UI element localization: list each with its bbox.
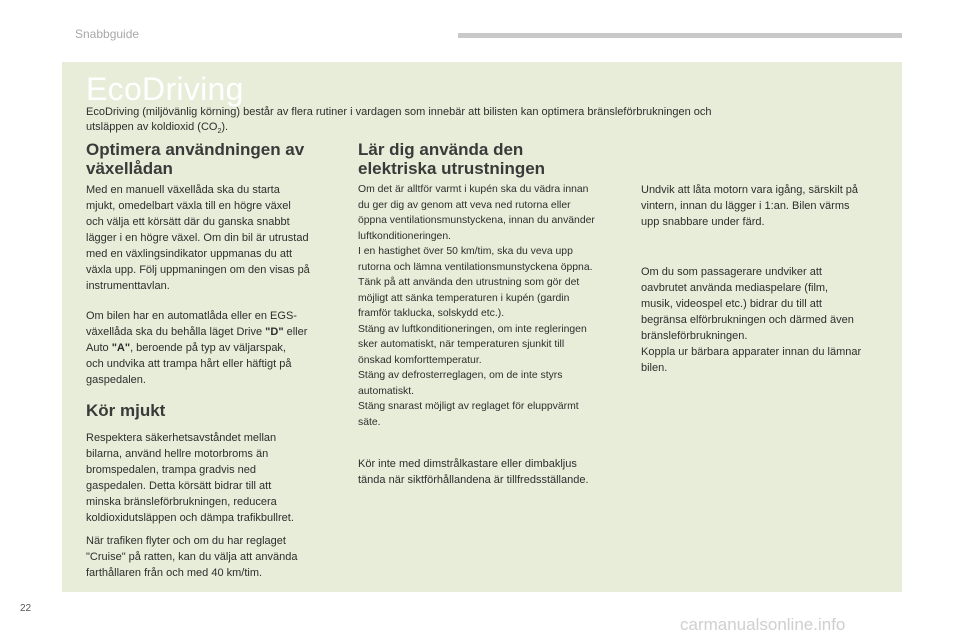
text-line: och välja ett körsätt där du ganska snabbt	[86, 216, 290, 228]
text-line: gaspedalen.	[86, 374, 146, 386]
text-line: Respektera säkerhetsavståndet mellan	[86, 432, 277, 444]
text-line: sker automatiskt, när temperaturen sjunkit till	[358, 339, 565, 350]
text-line	[86, 324, 307, 340]
drive-smoothly-paragraph	[86, 430, 294, 526]
text-line: luftkonditioneringen.	[358, 230, 452, 242]
text-line: koldioxidutsläppen och dämpa trafikbullret.	[86, 512, 294, 524]
text-line: Om du som passagerare undviker att	[641, 266, 822, 278]
text-line: med en växlingsindikator uppmanas du att	[86, 248, 293, 260]
text-line: minska bränsleförbrukningen, reducera	[86, 496, 277, 508]
text-line	[86, 340, 307, 356]
text-line: öppna ventilationsmunstyckena, innan du använder	[358, 215, 595, 226]
intro-line-2-text: utsläppen av koldioxid (CO	[86, 121, 218, 133]
text-line: bilen.	[641, 362, 668, 374]
heading-electric-line-1: Lär dig använda den	[358, 140, 524, 159]
heading-electric-equipment	[358, 140, 545, 178]
text-line: När trafiken flyter och om du har reglaget	[86, 535, 286, 547]
drive-mode-label: "D"	[265, 326, 284, 338]
page-title: EcoDriving	[86, 71, 244, 107]
text-segment: , beroende på typ av väljarspak,	[130, 342, 286, 354]
fog-lights-paragraph	[358, 456, 589, 488]
text-line: Stäng snarast möjligt av reglaget för eluppvärmt	[358, 401, 579, 412]
text-line: Om bilen har en automatlåda eller en EGS-	[86, 310, 297, 322]
heading-drive-smoothly: Kör mjukt	[86, 401, 166, 420]
text-line: instrumenttavlan.	[86, 280, 170, 292]
text-line: Stäng av luftkonditioneringen, om inte regleringen	[358, 323, 587, 335]
text-line: rutorna och lämna ventilationsmunstyckena öppna.	[358, 261, 593, 273]
text-line: tända när siktförhållandena är tillfredsställande.	[358, 474, 589, 486]
intro-line-2-end: ).	[221, 121, 229, 133]
text-line: och undvika att trampa hårt eller häftigt på	[86, 358, 292, 370]
heading-gearbox	[86, 140, 304, 178]
text-line: Koppla ur bärbara apparater innan du lämnar	[641, 346, 862, 358]
co2-subscript: 2	[217, 128, 222, 136]
text-line: framför taklucka, solskydd etc.).	[358, 308, 505, 319]
page-number: 22	[20, 603, 32, 614]
cruise-paragraph	[86, 533, 297, 581]
text-line: farthållaren från och med 40 km/tim.	[86, 567, 263, 579]
text-segment: eller	[283, 326, 308, 338]
text-line: begränsa elförbrukningen och därmed även	[641, 314, 854, 326]
media-paragraph	[641, 264, 861, 376]
text-line: Med en manuell växellåda ska du starta	[86, 184, 280, 196]
heading-electric-line-2: elektriska utrustningen	[358, 159, 546, 178]
text-line: önskad komforttemperatur.	[358, 354, 482, 366]
text-line: bilarna, använd hellre motorbroms än	[86, 448, 269, 460]
intro-text	[86, 105, 866, 139]
climate-paragraph	[358, 182, 595, 430]
text-line: du ger dig av genom att veva ned rutorna eller	[358, 199, 571, 211]
text-line: bromspedalen, trampa gradvis ned	[86, 464, 256, 476]
text-line: lägger i en högre växel. Om din bil är utrustad	[86, 232, 309, 244]
text-line: mjukt, omedelbart växla till en högre växel	[86, 200, 291, 212]
text-line: musik, videospel etc.) bidrar du till att	[641, 298, 822, 310]
text-line: Undvik att låta motorn vara igång, särskilt på	[641, 184, 859, 196]
text-segment: växellåda ska du behålla läget Drive	[86, 326, 266, 338]
idle-engine-paragraph	[641, 182, 858, 230]
text-line: gaspedalen. Detta körsätt bidrar till att	[86, 480, 272, 492]
heading-gearbox-line-1: Optimera användningen av	[86, 140, 305, 159]
header-rule	[458, 33, 902, 38]
gearbox-manual-paragraph	[86, 182, 310, 294]
text-line: bränsleförbrukningen.	[641, 330, 748, 342]
text-line: I en hastighet över 50 km/tim, ska du veva upp	[358, 246, 573, 257]
text-line: vintern, innan du lägger i 1:an. Bilen värms	[641, 200, 850, 212]
watermark: carmanualsonline.info	[680, 615, 846, 634]
text-line: Kör inte med dimstrålkastare eller dimbakljus	[358, 458, 577, 470]
heading-gearbox-line-2: växellådan	[86, 159, 173, 178]
text-line: säte.	[358, 416, 381, 428]
gearbox-auto-paragraph	[86, 308, 307, 388]
text-line: oavbrutet använda mediaspelare (film,	[641, 282, 829, 294]
text-line: växla upp. Följ uppmaningen om den visas på	[86, 264, 310, 276]
text-line: automatiskt.	[358, 385, 415, 397]
text-line: Tänk på att använda den utrustning som gör det	[358, 277, 580, 288]
text-line: "Cruise" på ratten, kan du välja att använda	[86, 551, 298, 563]
text-line: möjligt att sänka temperaturen i kupén (gardin	[358, 292, 570, 304]
text-segment: Auto	[86, 342, 112, 354]
intro-line-1: EcoDriving (miljövänlig körning) består av flera rutiner i vardagen som innebär att bilisten kan optimera bränsleförbrukningen och	[86, 106, 712, 118]
text-line: upp snabbare under färd.	[641, 216, 765, 228]
intro-line-2	[86, 120, 866, 139]
text-line: Om det är alltför varmt i kupén ska du vädra innan	[358, 184, 589, 195]
text-line: Stäng av defrosterreglagen, om de inte styrs	[358, 370, 563, 381]
auto-mode-label: "A"	[111, 342, 131, 354]
section-label: Snabbguide	[75, 27, 140, 41]
